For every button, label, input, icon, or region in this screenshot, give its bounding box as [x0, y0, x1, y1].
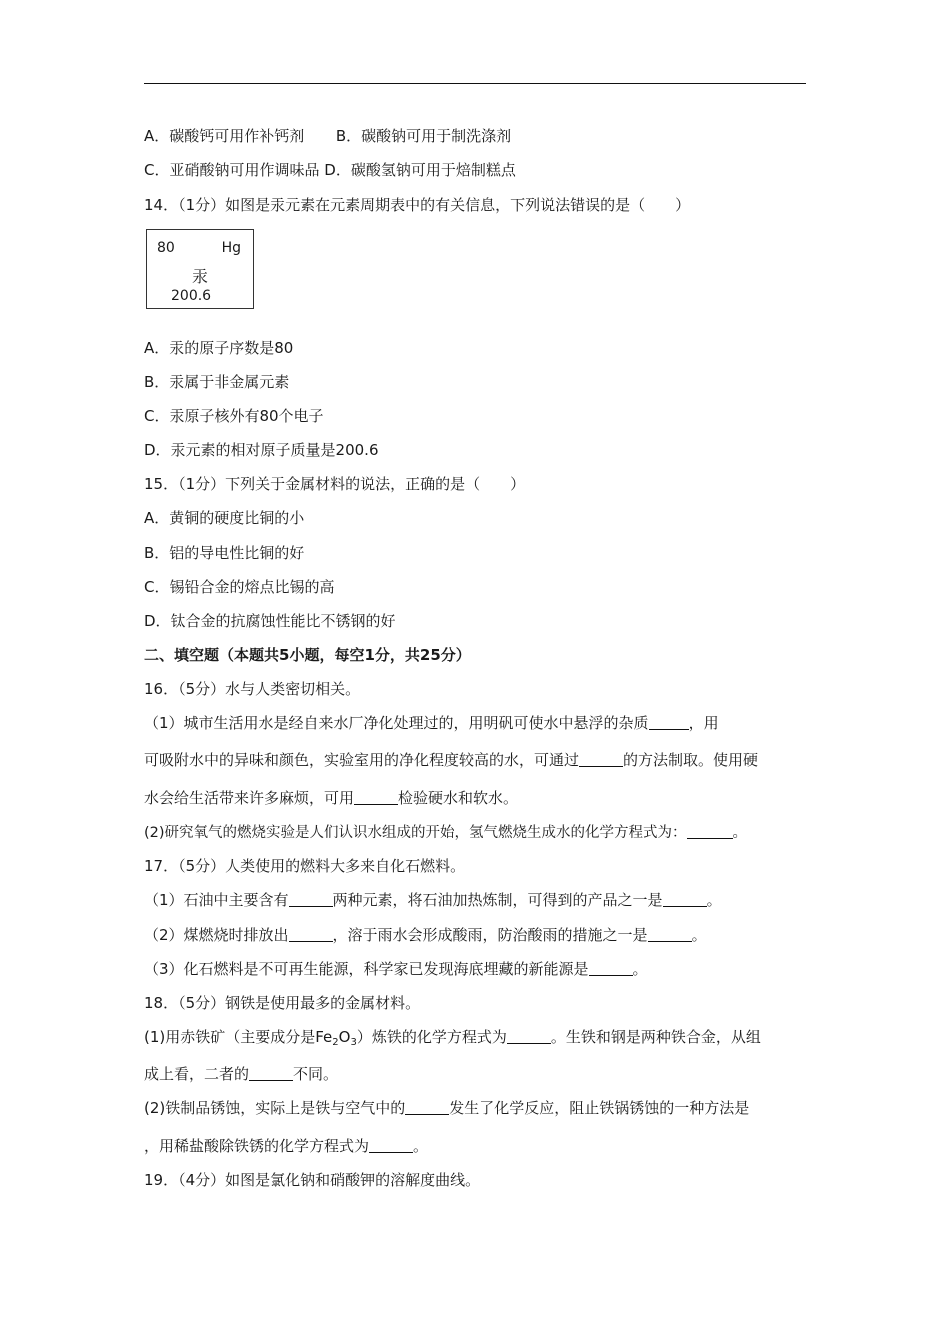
q17-text: （3）化石燃料是不可再生能源，科学家已发现海底埋藏的新能源是 [144, 960, 589, 978]
q18-part1-line1 [144, 1027, 761, 1053]
q18-text: 不同。 [293, 1065, 339, 1083]
q13-option-c[interactable]: C．亚硝酸钠可用作调味品 [144, 161, 320, 179]
q17-part1 [144, 890, 722, 910]
answer-blank[interactable] [405, 1098, 449, 1115]
answer-blank[interactable] [289, 890, 333, 907]
answer-blank[interactable] [579, 750, 623, 767]
q13-option-d[interactable]: D．碳酸氢钠可用于焙制糕点 [324, 161, 516, 179]
answer-blank[interactable] [354, 788, 398, 805]
q15-stem: 15．（1分）下列关于金属材料的说法，正确的是（ ） [144, 475, 526, 493]
element-symbol: Hg [221, 240, 241, 256]
q16-part1-line3 [144, 788, 518, 808]
q18-text: ）炼铁的化学方程式为 [356, 1028, 507, 1046]
q17-text: （1）石油中主要含有 [144, 891, 289, 909]
q13-options-row1 [144, 126, 511, 146]
q18-text: 。生铁和钢是两种铁合金，从组 [550, 1028, 761, 1046]
q18-part2-line1 [144, 1098, 749, 1118]
answer-blank[interactable] [369, 1136, 413, 1153]
q16-text: 水会给生活带来许多麻烦，可用 [144, 789, 355, 807]
q14-option-c[interactable]: C．汞原子核外有80个电子 [144, 407, 324, 425]
q14-option-a[interactable]: A．汞的原子序数是80 [144, 339, 294, 357]
q19-stem: 19．（4分）如图是氯化钠和硝酸钾的溶解度曲线。 [144, 1171, 481, 1189]
q17-part3 [144, 959, 648, 979]
q17-text: （2）煤燃烧时排放出 [144, 926, 289, 944]
q16-text: 可吸附水中的异味和颜色，实验室用的净化程度较高的水，可通过 [144, 751, 580, 769]
q16-text: 。 [732, 825, 748, 841]
q13-option-a[interactable]: A．碳酸钙可用作补钙剂 [144, 127, 305, 145]
header-rule [144, 83, 806, 84]
element-name: 汞 [191, 267, 208, 286]
q18-part1-line2 [144, 1064, 338, 1084]
q17-text: 。 [632, 960, 648, 978]
q18-stem: 18．（5分）钢铁是使用最多的金属材料。 [144, 994, 421, 1012]
q17-stem: 17．（5分）人类使用的燃料大多来自化石燃料。 [144, 857, 466, 875]
q14-option-d[interactable]: D．汞元素的相对原子质量是200.6 [144, 441, 379, 459]
q14-stem: 14．（1分）如图是汞元素在元素周期表中的有关信息，下列说法错误的是（ ） [144, 196, 691, 214]
answer-blank[interactable] [289, 925, 333, 942]
q15-option-a[interactable]: A．黄铜的硬度比铜的小 [144, 509, 305, 527]
q16-text: 检验硬水和软水。 [398, 789, 519, 807]
q15-option-b[interactable]: B．铝的导电性比铜的好 [144, 544, 305, 562]
q15-option-d[interactable]: D．钛合金的抗腐蚀性能比不锈钢的好 [144, 612, 396, 630]
element-number: 80 [157, 240, 175, 256]
element-mass: 200.6 [171, 288, 212, 304]
q18-text: (2)铁制品锈蚀，实际上是铁与空气中的 [144, 1099, 406, 1117]
q16-part2 [144, 822, 747, 843]
q18-text: 发生了化学反应，阻止铁锅锈蚀的一种方法是 [449, 1099, 750, 1117]
answer-blank[interactable] [663, 890, 707, 907]
q18-text: (1)用赤铁矿（主要成分是 [144, 1028, 316, 1046]
q17-text: ，溶于雨水会形成酸雨，防治酸雨的措施之一是 [332, 926, 648, 944]
q16-text: ，用 [688, 714, 719, 732]
q16-part1-line1 [144, 713, 719, 733]
q16-stem: 16．（5分）水与人类密切相关。 [144, 680, 361, 698]
q16-text: （1）城市生活用水是经自来水厂净化处理过的，用明矾可使水中悬浮的杂质 [144, 714, 649, 732]
q16-part1-line2 [144, 750, 758, 770]
answer-blank[interactable] [249, 1064, 293, 1081]
answer-blank[interactable] [648, 925, 692, 942]
q18-part2-line2 [144, 1136, 428, 1156]
periodic-element-card [146, 229, 254, 309]
q14-option-b[interactable]: B．汞属于非金属元素 [144, 373, 290, 391]
q18-text: ，用稀盐酸除铁锈的化学方程式为 [144, 1137, 370, 1155]
q17-text: 。 [691, 926, 707, 944]
q17-part2 [144, 925, 707, 945]
answer-blank[interactable] [589, 959, 633, 976]
q13-option-b[interactable]: B．碳酸钠可用于制洗涤剂 [335, 127, 512, 145]
q18-text: 成上看，二者的 [144, 1065, 250, 1083]
fe2o3-formula: $Fe_2O_3$ [315, 1028, 357, 1048]
q13-options-row2 [144, 160, 516, 180]
section-2-heading: 二、填空题（本题共5小题，每空1分，共25分） [144, 646, 471, 664]
q18-text: 。 [413, 1137, 429, 1155]
answer-blank[interactable] [507, 1027, 551, 1044]
q17-text: 两种元素，将石油加热炼制，可得到的产品之一是 [332, 891, 663, 909]
q15-option-c[interactable]: C．锡铅合金的熔点比锡的高 [144, 578, 335, 596]
answer-blank[interactable] [649, 713, 689, 730]
q17-text: 。 [706, 891, 722, 909]
q16-text: (2)研究氧气的燃烧实验是人们认识水组成的开始，氢气燃烧生成水的化学方程式为： [144, 825, 687, 841]
q16-text: 的方法制取。使用硬 [623, 751, 759, 769]
answer-blank[interactable] [687, 822, 733, 839]
